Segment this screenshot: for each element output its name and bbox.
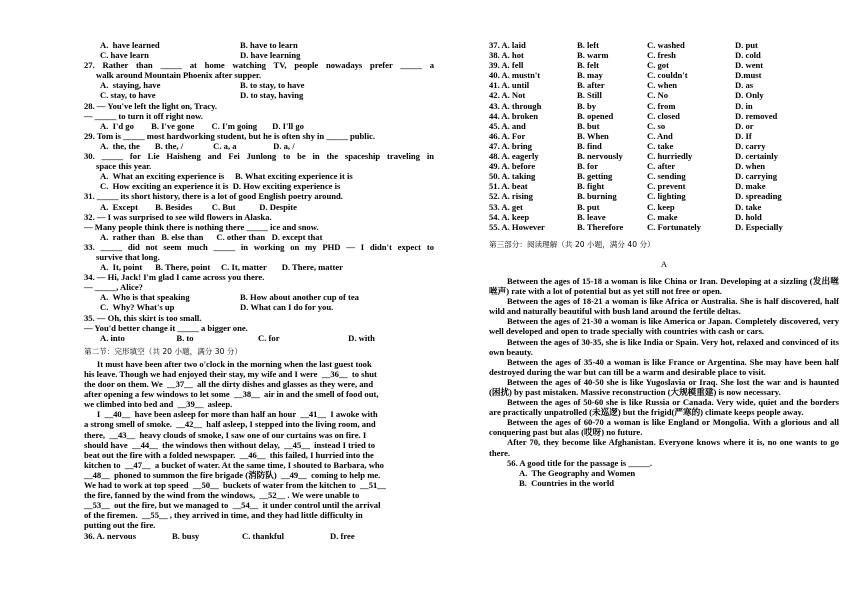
answer-option: D. make (735, 181, 766, 192)
answer-option: C. washed (647, 40, 685, 50)
cloze-line: It must have been after two o'clock in the morning when the last guest took (84, 358, 372, 369)
answer-option: B. by (577, 100, 597, 111)
q27-options-1 (84, 80, 434, 90)
cloze-line: after opening a few windows to let some __38__ air in and the smell of food out, (84, 389, 379, 400)
answer-option: B. fight (577, 181, 605, 192)
section-2-heading: 第二节：完形填空（共 20 小题，满分 30 分） (84, 346, 243, 356)
left-column (84, 40, 434, 541)
option: D. to stay, having (240, 90, 304, 101)
answer-option: B. felt (577, 60, 599, 71)
option: A. have learned (100, 40, 160, 50)
q36-options (84, 531, 434, 541)
cloze-line: of the firemen. __55__ , they arrived in time, and they had little difficulty in (84, 510, 363, 521)
cloze-line: __53__ out the fire, but we managed to __54__ it under control until the arrival (84, 500, 381, 511)
passage-paragraph: After 70, they become like Afghanistan. Everyone knows where it is, no one wants to go there. (489, 437, 839, 458)
q35-line2: — You'd better change it _____ a bigger one. (84, 322, 248, 333)
q34-options-2 (84, 302, 434, 312)
answer-option: C. sending (647, 171, 686, 182)
answer-option: C. closed (647, 110, 680, 121)
option: C. thankful (242, 530, 285, 541)
q30-options-1: A. What an exciting experience is B. What exciting experience it is (100, 171, 353, 182)
answer-option: D. Especially (735, 221, 783, 232)
prev-question-options-1 (84, 40, 434, 50)
answer-option: 55. A. However (489, 221, 545, 232)
right-column (489, 40, 839, 488)
q34-line1: 34. — Hi, Jack! I'm glad I came across you there. (84, 272, 265, 283)
cloze-line: I __40__ have been asleep for more than half an hour __41__ I awoke with (84, 409, 378, 420)
answer-option: D. take (735, 201, 762, 212)
cloze-line: putting out the fire. (84, 520, 156, 531)
answer-option: B. Still (577, 90, 602, 101)
cloze-line: We had to work at top speed __50__ buckets of water from the kitchen to __51__ (84, 480, 386, 491)
q28-line1: 28. — You've left the light on, Tracy. (84, 100, 218, 111)
option: D. What can I do for you. (240, 302, 334, 313)
answer-option: B. opened (577, 110, 614, 121)
answer-option: D. hold (735, 211, 762, 222)
q29-line1: 29. Tom is _____ most hardworking student, but he is often shy in _____ public. (84, 130, 376, 141)
q27-options-2 (84, 90, 434, 100)
option: D. free (330, 530, 355, 541)
passage-paragraph: Between the ages of 21-30 a woman is like America or Japan. Completely discovered, very well developed and open to trade specially with countries with cash or cars. (489, 316, 839, 337)
answer-option: C. so (647, 120, 666, 131)
q56-stem: 56. A good title for the passage is _____. (507, 457, 652, 468)
passage-label: A (660, 258, 668, 269)
cloze-line: kitchen to __47__ a bucket of water. At the same time, I shouted to Barbara, who (84, 459, 384, 470)
cloze-line: the door on them. We __37__ all the dirty dishes and glasses as they were, and (84, 379, 374, 390)
answer-option: C. make (647, 211, 678, 222)
option: D. have learning (240, 50, 301, 61)
q32-line2: — Many people think there is nothing there _____ ice and snow. (84, 221, 319, 232)
answer-option: 44. A. broken (489, 110, 539, 121)
cloze-passage (84, 359, 434, 531)
q30-line1: 30. _____ for Lie Haisheng and Fei Junlong to be in the spaceship traveling in (84, 151, 434, 162)
answer-option: C. Fortunately (647, 221, 701, 232)
answer-option: D. If (735, 130, 752, 141)
answer-option: D. carry (735, 140, 766, 151)
answer-option: 50. A. taking (489, 171, 536, 182)
answer-option: D. in (735, 100, 753, 111)
answer-option: 51. A. beat (489, 181, 528, 192)
passage-paragraph: Between the ages of 15-18 a woman is like China or Iran. Developing at a sizzling (发出咝咝声) rate with a lot of potential but as yet still not free or open. (489, 275, 839, 297)
answer-option: 52. A. rising (489, 191, 533, 202)
q32-line1: 32. — I was surprised to see wild flowers in Alaska. (84, 211, 272, 222)
cloze-answer-options (489, 40, 839, 232)
q27-line2: walk around Mountain Phoenix after supper. (96, 70, 262, 81)
answer-option: 37. A. laid (489, 40, 526, 50)
answer-option: 48. A. eagerly (489, 151, 539, 162)
answer-option: B. When (577, 130, 609, 141)
answer-option: C. fresh (647, 50, 676, 61)
passage-paragraph: Between the ages of 60-70 a woman is like England or Mongolia. With a glorious and all conquering past but alas (哎呀) no future. (489, 417, 839, 438)
cloze-line: there, __43__ heavy clouds of smoke, I saw one of our curtains was on fire. I (84, 429, 367, 440)
answer-option: C. got (647, 60, 669, 71)
passage-paragraph: Between the ages of 35-40 a woman is like France or Argentina. She may have been half destroyed during the war but can till be a warm and desirable place to visit. (489, 356, 839, 377)
answer-option: 46. A. For (489, 130, 526, 141)
answer-option: D. when (735, 161, 766, 172)
answer-option: 41. A. until (489, 80, 530, 91)
section-3-heading: 第三部分：阅读理解（共 20 小题，满分 40 分） (489, 239, 655, 249)
passage-paragraph: Between the ages of 50-60 she is like Russia or Canada. Very wide, quiet and the borders are practically unpatrolled (未巡逻) but the frigid(严寒的) climate keeps people away. (489, 397, 839, 418)
answer-option: C. lighting (647, 191, 686, 202)
q34-options-1 (84, 292, 434, 302)
answer-option: 45. A. and (489, 120, 526, 131)
cloze-line: beat out the fire with a folded newspaper. __46__ this failed, I hurried into the (84, 449, 374, 460)
option: C. have learn (100, 50, 149, 61)
answer-option: C. after (647, 161, 676, 172)
q33-line2: survive that long. (96, 251, 160, 262)
answer-option: B. leave (577, 211, 606, 222)
answer-option: 49. A. before (489, 161, 536, 172)
cloze-line: a strong smell of smoke. __42__ half asleep, I stepped into the living room, and (84, 419, 376, 430)
answer-option: 38. A. hot (489, 50, 524, 61)
option: B. How about another cup of tea (240, 292, 359, 303)
prev-question-options-2 (84, 50, 434, 60)
q33-options: A. It, point B. There, point C. It, matter D. There, matter (100, 262, 343, 273)
answer-option: C. couldn't (647, 70, 688, 81)
q56-option-b: B. Countries in the world (519, 477, 615, 488)
answer-option: C. hurriedly (647, 151, 693, 162)
q34-line2: — _____, Alice? (84, 282, 143, 293)
option: 36. A. nervous (84, 530, 137, 541)
answer-option: B. may (577, 70, 603, 81)
q29-options: A. the, the B. the, / C. a, a D. a, / (100, 140, 295, 151)
answer-option: C. take (647, 140, 674, 151)
answer-option: D. went (735, 60, 764, 71)
answer-option: D. carrying (735, 171, 778, 182)
answer-option: C. keep (647, 201, 675, 212)
option: A. staying, have (100, 80, 161, 91)
answer-option: D. removed (735, 110, 778, 121)
q28-options: A. I'd go B. I've gone C. I'm going D. I'll go (100, 120, 304, 131)
answer-option: C. And (647, 130, 673, 141)
answer-option: C. when (647, 80, 678, 91)
option: C. stay, to have (100, 90, 156, 101)
answer-option: D. Only (735, 90, 764, 101)
q27-line1: 27. Rather than _____ at home watching TV, people nowadays prefer _____ a (84, 60, 434, 71)
answer-option: B. for (577, 161, 599, 172)
answer-option: C. prevent (647, 181, 686, 192)
answer-option: B. nervously (577, 151, 623, 162)
q56-option-a: A. The Geography and Women (519, 467, 636, 478)
q33-line1: 33. _____ did not seem much _____ in working on my PHD — I didn't expect to (84, 241, 434, 252)
cloze-line: should have __44__ the windows then without delay, __45__ instead I tried to (84, 439, 376, 450)
passage-paragraph: Between the ages of 18-21 a woman is like Africa or Australia. She is half discovered, half wild and naturally beautiful with bush land around the fertile deltas. (489, 296, 839, 317)
answer-option: 47. A. bring (489, 140, 532, 151)
answer-option: 43. A. through (489, 100, 542, 111)
cloze-line: we climbed into bed and __39__ asleep. (84, 399, 233, 410)
q28-line2: — _____ to turn it off right now. (84, 110, 203, 121)
cloze-line: __48__ phoned to summon the fire brigade (消防队) __49__ coming to help me. (84, 469, 381, 480)
option: C. Why? What's up (100, 302, 175, 313)
q32-options: A. rather than B. else than C. other than D. except that (100, 231, 323, 242)
answer-option: 53. A. get (489, 201, 523, 212)
answer-option: B. left (577, 40, 599, 50)
answer-option: D. or (735, 120, 754, 131)
answer-option: D. as (735, 80, 754, 91)
answer-option: B. find (577, 140, 602, 151)
answer-option: 42. A. Not (489, 90, 526, 101)
passage-paragraph: Between the ages of 30-35, she is like India or Spain. Very hot, relaxed and convinced of its own beauty. (489, 336, 839, 357)
answer-option: D. certainly (735, 151, 778, 162)
answer-option: B. burning (577, 191, 617, 202)
option: B. have to learn (240, 40, 298, 50)
answer-option: D. put (735, 40, 758, 50)
answer-option: D.must (735, 70, 762, 81)
answer-option: B. warm (577, 50, 609, 61)
option: B. to stay, to have (240, 80, 305, 91)
answer-option: D. cold (735, 50, 761, 61)
reading-passage (489, 276, 839, 458)
cloze-line: his leave. Though we had enjoyed their stay, my wife and I were __36__ to shut (84, 369, 377, 379)
q30-line2: space this year. (96, 161, 152, 172)
answer-option: 54. A. keep (489, 211, 530, 222)
passage-paragraph: Between the ages of 40-50 she is like Yugoslavia or Iraq. She lost the war and is haunted (困扰) by past mistaken. Massive reconstruction (大规模重建) is now necessary. (489, 376, 839, 397)
q35-options: A. into B. to C. for D. with (100, 332, 375, 343)
answer-option: B. getting (577, 171, 613, 182)
q30-options-2: C. How exciting an experience it is D. How exciting experience is (100, 181, 341, 192)
answer-option: 39. A. fell (489, 60, 524, 71)
q35-line1: 35. — Oh, this skirt is too small. (84, 312, 202, 323)
answer-option: B. after (577, 80, 605, 91)
answer-option: B. put (577, 201, 600, 212)
answer-option: D. spreading (735, 191, 782, 202)
cloze-line: the fire, fanned by the wind from the windows, __52__ . We were unable to (84, 490, 360, 501)
answer-option: B. Therefore (577, 221, 624, 232)
q31-line1: 31. _____ its short history, there is a lot of good English poetry around. (84, 191, 343, 202)
answer-option: 40. A. mustn't (489, 70, 541, 81)
answer-option: C. No (647, 90, 669, 101)
answer-option: B. but (577, 120, 600, 131)
option: A. Who is that speaking (100, 292, 190, 303)
answer-option: C. from (647, 100, 676, 111)
option: B. busy (172, 530, 200, 541)
q31-options: A. Except B. Besides C. But D. Despite (100, 201, 297, 212)
